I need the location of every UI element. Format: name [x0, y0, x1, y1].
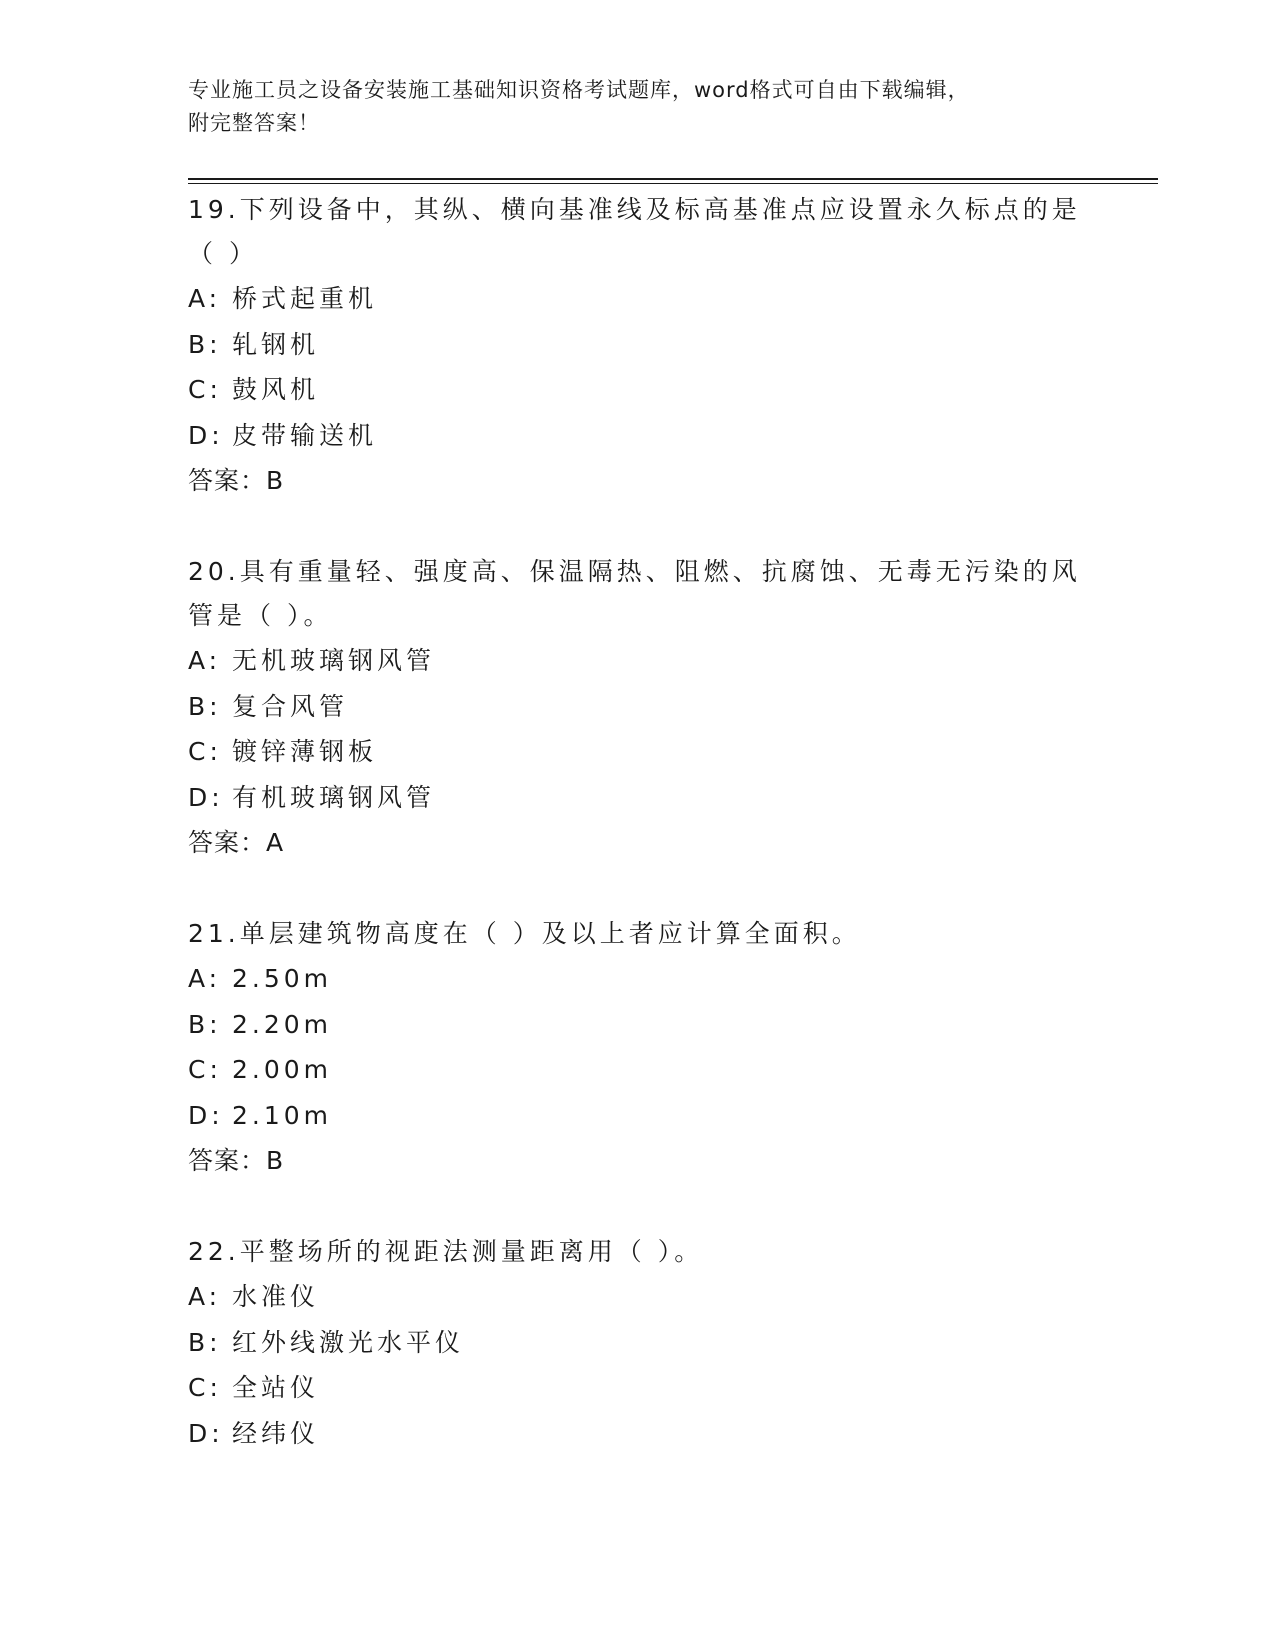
question-20 [188, 550, 1088, 865]
header-divider-thin [188, 183, 1158, 184]
option-letter: B: [188, 691, 222, 721]
option-text: 桥式起重机 [232, 284, 378, 313]
option-letter: D: [188, 782, 224, 812]
option-a [188, 956, 1088, 1002]
option-text: 2.50m [232, 964, 333, 993]
question-stem-line-2: （ ） [188, 239, 258, 268]
option-d [188, 413, 1088, 459]
option-letter: A: [188, 1282, 222, 1311]
option-text: 鼓风机 [232, 375, 320, 404]
option-d [188, 1093, 1088, 1139]
option-letter: C: [188, 375, 222, 404]
option-letter: B: [188, 1009, 222, 1039]
option-letter: D: [188, 420, 224, 450]
option-c [188, 1365, 1088, 1411]
option-c [188, 367, 1088, 413]
option-a [188, 1274, 1088, 1320]
header-divider-thick [188, 178, 1158, 180]
option-d [188, 1411, 1088, 1457]
option-text: 有机玻璃钢风管 [232, 782, 436, 812]
option-text: 2.10m [232, 1100, 333, 1130]
question-19 [188, 188, 1088, 503]
question-list [188, 188, 1088, 1503]
option-letter: A: [188, 964, 222, 993]
option-text: 2.20m [232, 1009, 333, 1039]
question-stem [188, 912, 1088, 956]
option-b [188, 1002, 1088, 1048]
option-text: 2.00m [232, 1055, 333, 1084]
option-a [188, 276, 1088, 322]
option-text: 镀锌薄钢板 [232, 737, 378, 766]
option-letter: B: [188, 329, 222, 359]
answer-line: 答案：B [188, 1146, 285, 1175]
option-b [188, 684, 1088, 730]
option-text: 经纬仪 [232, 1418, 320, 1448]
option-text: 水准仪 [232, 1282, 320, 1311]
option-text: 轧钢机 [232, 329, 320, 359]
option-letter: B: [188, 1327, 222, 1357]
option-letter: D: [188, 1418, 224, 1448]
option-letter: A: [188, 284, 222, 313]
option-a [188, 638, 1088, 684]
question-stem-line-1: 19.下列设备中，其纵、横向基准线及标高基准点应设置永久标点的是 [188, 195, 1081, 224]
header-line-1: 专业施工员之设备安装施工基础知识资格考试题库，word格式可自由下载编辑， [188, 78, 970, 102]
answer-line: 答案：B [188, 466, 285, 495]
question-stem [188, 188, 1088, 276]
option-text: 复合风管 [232, 691, 349, 721]
option-text: 无机玻璃钢风管 [232, 646, 436, 675]
option-b [188, 1320, 1088, 1366]
answer-line: 答案：A [188, 828, 285, 857]
option-b [188, 322, 1088, 368]
question-stem-line-1: 20.具有重量轻、强度高、保温隔热、阻燃、抗腐蚀、无毒无污染的风 [188, 557, 1081, 586]
question-stem-line-2: 管是（ ）。 [188, 601, 333, 630]
option-letter: D: [188, 1100, 224, 1130]
option-text: 皮带输送机 [232, 420, 378, 450]
option-text: 全站仪 [232, 1373, 320, 1402]
option-letter: C: [188, 1055, 222, 1084]
question-stem [188, 1230, 1088, 1274]
header-line-2: 附完整答案！ [188, 111, 320, 135]
option-d [188, 775, 1088, 821]
question-stem-line-1: 21.单层建筑物高度在（ ）及以上者应计算全面积。 [188, 919, 861, 948]
option-letter: C: [188, 737, 222, 766]
option-c [188, 1047, 1088, 1093]
option-letter: C: [188, 1373, 222, 1402]
document-header [188, 74, 1088, 140]
option-text: 红外线激光水平仪 [232, 1327, 465, 1357]
question-21 [188, 912, 1088, 1183]
option-c [188, 729, 1088, 775]
question-22 [188, 1230, 1088, 1456]
question-stem-line-1: 22.平整场所的视距法测量距离用（ ）。 [188, 1237, 704, 1266]
option-letter: A: [188, 646, 222, 675]
question-stem [188, 550, 1088, 638]
